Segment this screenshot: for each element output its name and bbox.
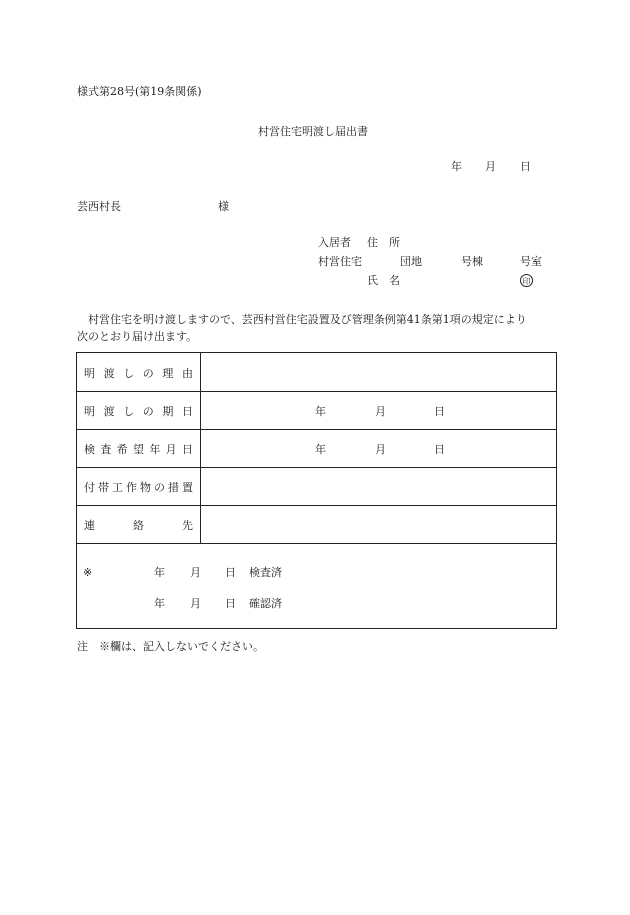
form-table [76,352,557,629]
label-char: 先 [182,519,193,532]
label-char: 希 [116,443,128,456]
office-line1-status: 検査済 [249,566,282,579]
date-month-label: 月 [485,160,496,173]
label-char: し [123,405,135,418]
row-label-cell [77,467,201,505]
label-char: 帯 [98,481,109,494]
row-label-cell [77,391,201,429]
table-row [77,505,556,544]
label-char: 工 [112,481,123,494]
label-char: 措 [168,481,179,494]
label-char: 理 [162,367,174,380]
goshitsu-label: 号室 [520,255,542,268]
label-char: 絡 [133,519,144,532]
seal-mark: 印 [520,274,533,287]
office-line1-year: 年 [154,566,165,579]
inspection-day-label: 日 [434,443,445,456]
table-row [77,429,556,468]
label-char: 付 [84,481,95,494]
row-label-inspection-date [84,441,193,457]
label-char: 日 [181,443,193,456]
label-char: 渡 [103,405,115,418]
label-char: 物 [140,481,151,494]
row-label-cell [77,353,201,391]
office-line2-day: 日 [225,597,236,610]
inspection-year-label: 年 [315,443,326,456]
label-char: 由 [181,367,193,380]
label-char: 月 [165,443,177,456]
label-char: 期 [162,405,174,418]
label-char: 明 [84,405,95,418]
vacate-day-label: 日 [434,405,445,418]
goto-label: 号棟 [461,255,483,268]
table-row [77,391,556,430]
body-text-line-1: 村営住宅を明け渡しますので、芸西村営住宅設置及び管理条例第41条第1項の規定により [88,313,527,326]
office-line1-day: 日 [225,566,236,579]
office-mark: ※ [83,566,93,579]
label-char: の [154,481,165,494]
label-char: 年 [149,443,161,456]
form-number: 様式第28号(第19条関係) [77,85,202,98]
label-char: 査 [100,443,112,456]
address-label: 住 所 [367,236,400,249]
label-char: 置 [182,481,193,494]
body-text-line-2: 次のとおり届け出ます。 [77,330,198,343]
label-char: 渡 [103,367,115,380]
housing-prefix: 村営住宅 [318,255,362,268]
office-line2-month: 月 [190,597,201,610]
row-label-vacate-date [84,403,193,419]
danchi-label: 団地 [400,255,422,268]
row-label-cell [77,429,201,467]
label-char: 検 [84,443,95,456]
inspection-month-label: 月 [375,443,386,456]
label-char: 明 [84,367,95,380]
label-char: 日 [181,405,193,418]
addressee-name: 芸西村長 [77,200,121,213]
label-char: 連 [84,519,95,532]
label-char: し [123,367,135,380]
row-label-cell [77,505,201,543]
date-day-label: 日 [520,160,531,173]
row-label-contact [84,517,193,533]
office-line2-year: 年 [154,597,165,610]
label-char: の [142,367,154,380]
table-row [77,353,556,392]
footer-note: 注 ※欄は、記入しないでください。 [77,640,264,653]
label-char: の [142,405,154,418]
vacate-year-label: 年 [315,405,326,418]
office-line1-month: 月 [190,566,201,579]
row-label-reason [84,365,193,381]
office-line2-status: 確認済 [249,597,282,610]
label-char: 望 [132,443,144,456]
name-label: 氏 名 [367,274,400,287]
row-label-attached-works [84,479,193,495]
table-row [77,467,556,506]
label-char: 作 [126,481,137,494]
applicant-role: 入居者 [318,236,351,249]
date-year-label: 年 [451,160,462,173]
addressee-honorific: 様 [218,200,229,213]
page-title: 村営住宅明渡し届出書 [258,125,368,138]
vacate-month-label: 月 [375,405,386,418]
